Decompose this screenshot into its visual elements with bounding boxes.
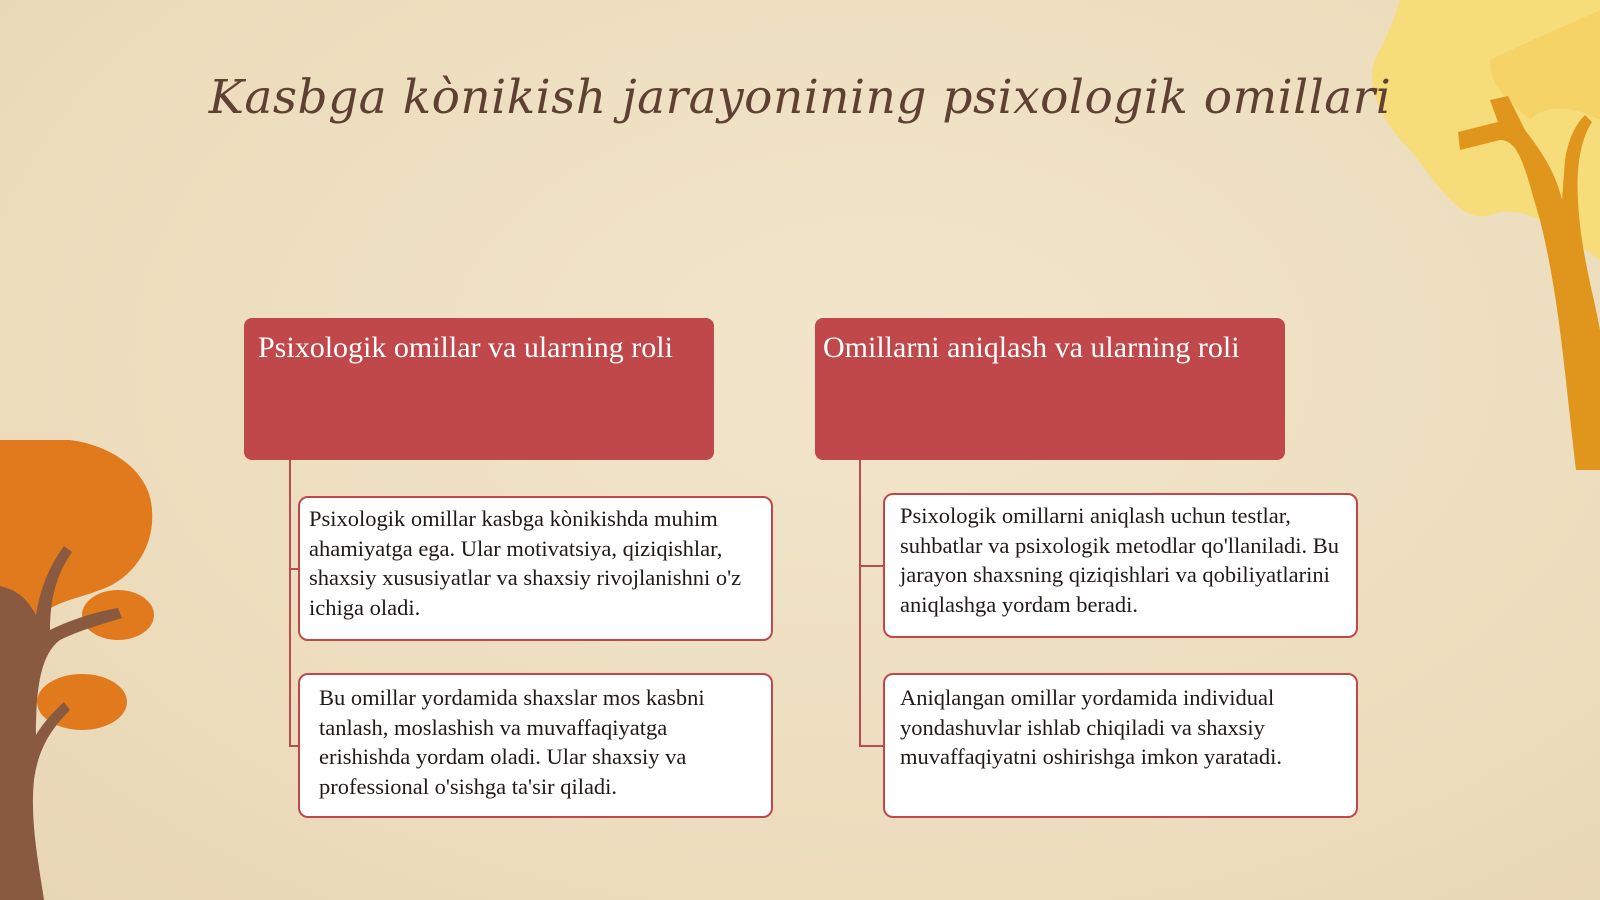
info-card-left-1: Psixologik omillar kasbga kònikishda muhim ahamiyatga ega. Ular motivatsiya, qiziqishlar, shaxsiy xususiyatlar va shaxsiy rivojlanishni o'z ichiga oladi. bbox=[298, 496, 773, 641]
info-card-right-2: Aniqlangan omillar yordamida individual yondashuvlar ishlab chiqiladi va shaxsiy muvaffaqiyatni oshirishga imkon yaratadi. bbox=[883, 673, 1358, 818]
slide-title: Kasbga kònikish jarayonining psixologik omillari bbox=[208, 70, 1392, 125]
connector-line bbox=[859, 460, 861, 747]
connector-line bbox=[859, 565, 884, 567]
tree-illustration-bottom-left bbox=[0, 440, 160, 900]
info-card-left-2: Bu omillar yordamida shaxslar mos kasbni tanlash, moslashish va muvaffaqiyatga erishishda yordam oladi. Ular shaxsiy va professional o'sishga ta'sir qiladi. bbox=[298, 673, 773, 818]
info-card-right-1: Psixologik omillarni aniqlash uchun testlar, suhbatlar va psixologik metodlar qo'llaniladi. Bu jarayon shaxsning qiziqishlari va qobiliyatlarini aniqlashga yordam beradi. bbox=[883, 493, 1358, 638]
connector-line bbox=[859, 745, 884, 747]
column-header-left: Psixologik omillar va ularning roli bbox=[244, 318, 714, 460]
connector-line bbox=[289, 460, 291, 745]
column-header-right: Omillarni aniqlash va ularning roli bbox=[815, 318, 1285, 460]
